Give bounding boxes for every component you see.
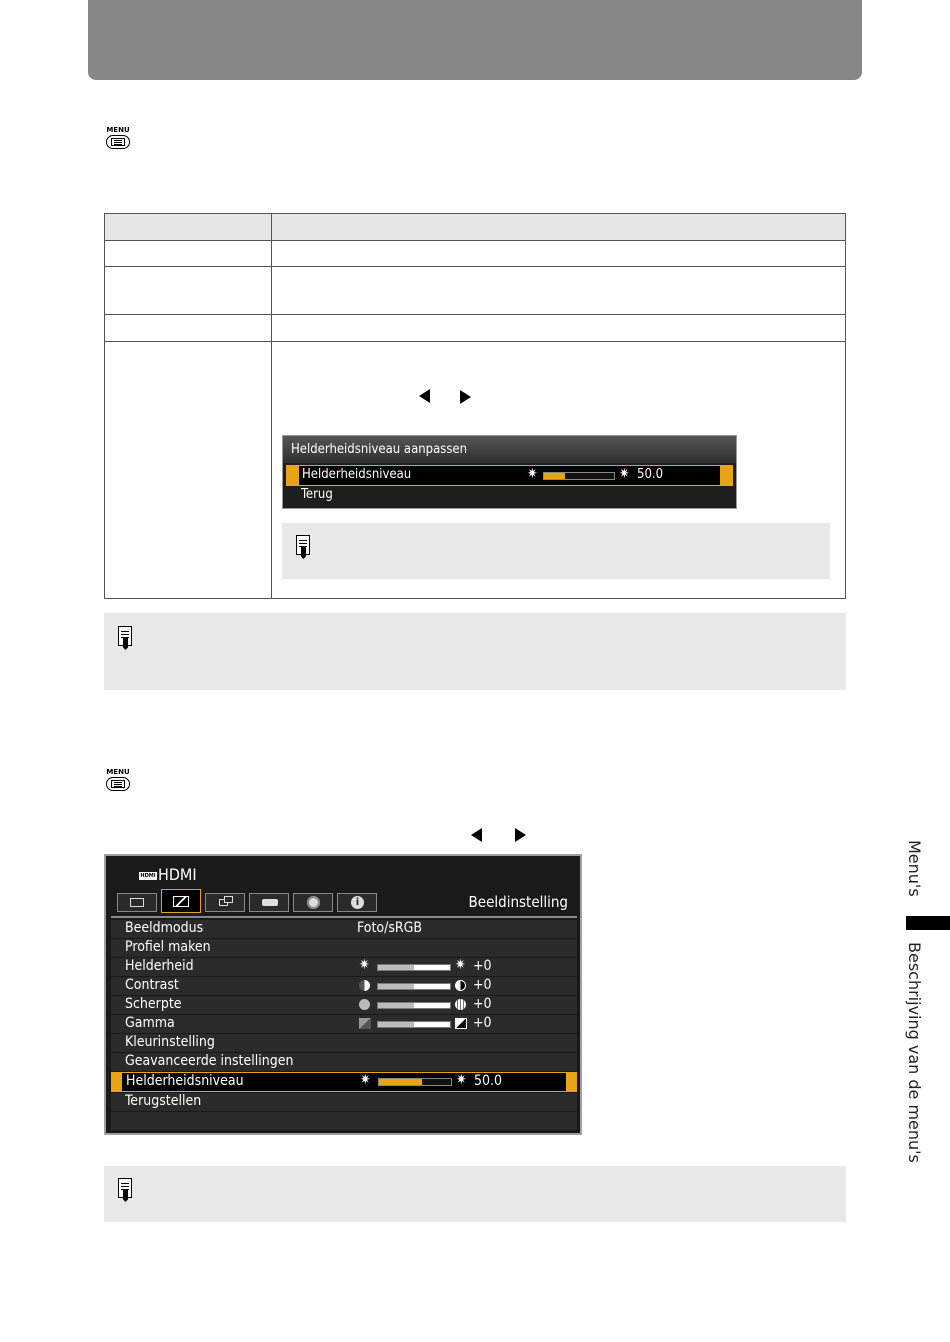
system-tab-icon[interactable]	[249, 893, 289, 912]
menu-button-icon: MENU	[103, 768, 133, 794]
picture-mode-value: Foto/sRGB	[357, 920, 423, 936]
brightness-icon: ✷	[455, 957, 466, 973]
menu-item-contrast[interactable]: Contrast +0	[111, 977, 577, 996]
contrast-value: +0	[473, 977, 492, 993]
sharpness-value: +0	[473, 996, 492, 1012]
gamma-icon	[359, 1018, 371, 1029]
brightness-icon: ✷	[527, 466, 538, 482]
sharpness-icon	[455, 999, 466, 1010]
side-tab-section-short: Menu's	[905, 840, 924, 897]
hdmi-source-icon: HDMI	[140, 873, 156, 879]
menu-item-create-profile[interactable]: Profiel maken	[111, 939, 577, 958]
right-arrow-icon	[460, 390, 471, 404]
menu-item-gamma[interactable]: Gamma +0	[111, 1015, 577, 1034]
picture-settings-menu	[104, 854, 582, 1135]
note-icon	[116, 1178, 134, 1204]
left-arrow-icon	[471, 828, 482, 842]
input-source-label: HDMI	[158, 865, 197, 884]
brightness-level-slider[interactable]	[543, 472, 615, 480]
brightness-level-label: Helderheidsniveau	[302, 467, 412, 482]
picture-settings-tab-icon[interactable]	[161, 889, 201, 913]
brightness-level-value: 50.0	[637, 467, 664, 482]
brightness-level-row[interactable]	[286, 465, 733, 486]
brightness-icon: ✷	[360, 1072, 371, 1088]
brightness-level-value: 50.0	[474, 1073, 503, 1089]
chapter-header-bar	[88, 0, 862, 80]
info-tab-icon[interactable]: i	[337, 893, 377, 912]
gamma-icon	[455, 1018, 467, 1029]
menu-item-sharpness[interactable]: Scherpte +0	[111, 996, 577, 1015]
brightness-level-slider[interactable]	[378, 1078, 452, 1086]
menu-empty-row	[111, 1112, 577, 1131]
back-item[interactable]: Terug	[301, 487, 333, 502]
install-tab-icon[interactable]	[205, 893, 245, 912]
left-arrow-icon	[419, 389, 430, 403]
right-arrow-icon	[515, 828, 526, 842]
note-box	[104, 1166, 846, 1222]
gamma-slider[interactable]	[377, 1021, 451, 1028]
menu-item-reset[interactable]: Terugstellen	[111, 1093, 577, 1112]
side-tab-section-long: Beschrijving van de menu's	[905, 942, 924, 1163]
menu-item-brightness-level[interactable]: Helderheidsniveau ✷ ✷ 50.0	[111, 1072, 577, 1092]
brightness-icon: ✷	[619, 466, 630, 482]
brightness-value: +0	[473, 958, 492, 974]
image-tab-icon[interactable]	[117, 893, 157, 912]
brightness-slider[interactable]	[377, 964, 451, 971]
menu-item-picture-mode[interactable]: Beeldmodus Foto/sRGB	[111, 920, 577, 939]
brightness-icon: ✷	[359, 957, 370, 973]
table-header-row	[105, 214, 845, 241]
dialog-title: Helderheidsniveau aanpassen	[283, 436, 736, 463]
contrast-slider[interactable]	[377, 983, 451, 990]
sharpness-slider[interactable]	[377, 1002, 451, 1009]
note-icon	[116, 626, 134, 652]
side-tab-marker	[906, 916, 950, 930]
contrast-icon	[359, 980, 370, 991]
side-chapter-tab	[880, 840, 950, 1170]
brightness-level-dialog	[282, 435, 737, 509]
menu-item-advanced-settings[interactable]: Geavanceerde instellingen	[111, 1053, 577, 1072]
contrast-icon	[455, 980, 466, 991]
menu-item-brightness[interactable]: Helderheid ✷ ✷ +0	[111, 958, 577, 977]
network-tab-icon[interactable]	[293, 893, 333, 912]
brightness-icon: ✷	[456, 1072, 467, 1088]
gamma-value: +0	[473, 1015, 492, 1031]
sharpness-icon	[359, 999, 370, 1010]
note-icon	[294, 535, 312, 561]
menu-button-icon: MENU	[103, 126, 133, 152]
section-title: Beeldinstelling	[468, 893, 568, 911]
menu-item-color-adjustment[interactable]: Kleurinstelling	[111, 1034, 577, 1053]
note-box	[104, 613, 846, 690]
note-box-inner	[282, 523, 830, 579]
